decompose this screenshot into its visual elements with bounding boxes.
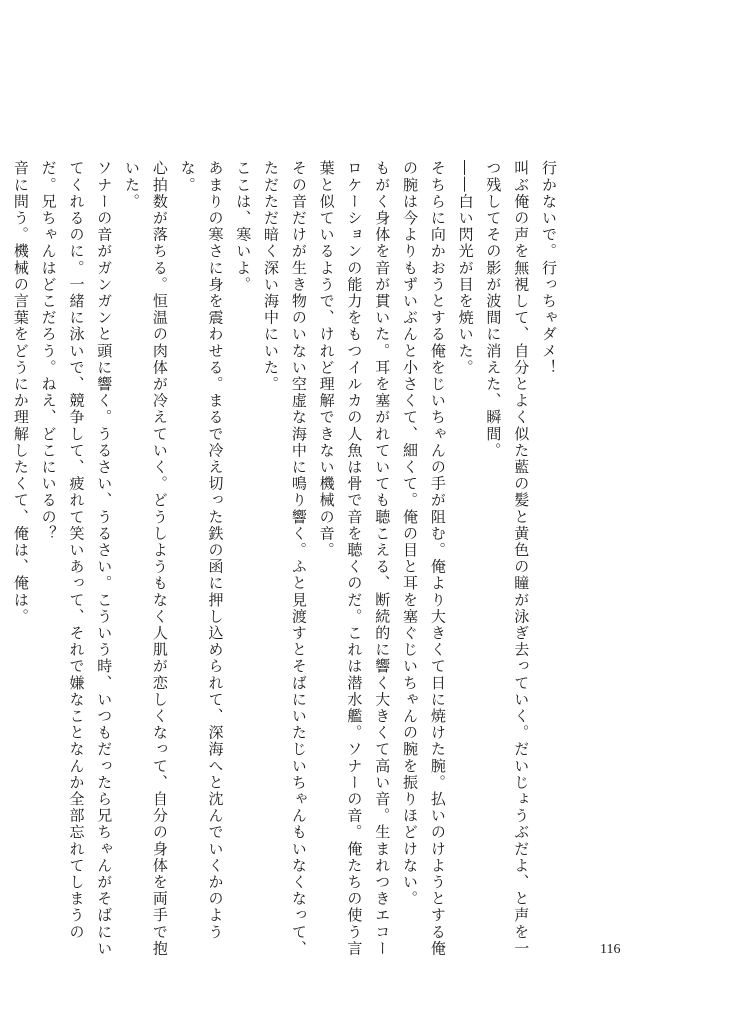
- paragraph: あまりの寒さに身を震わせる。まるで冷え切った鉄の函に押し込められて、深海へと沈んでいくかのような。: [178, 160, 225, 941]
- page-number: 116: [600, 942, 621, 957]
- paragraph: ソナーの音がガンガンと頭に響く。うるさい、うるさい。こういう時、いつもだったら兄ちゃんがそばにいてくれるのに。一緒に泳いで、競争して、疲れて笑いあって、それで嫌なことなんか全部忘れてしまうのだ。兄ちゃんはどこだろう。ねえ、どこにいるの？: [39, 160, 114, 957]
- paragraph: その音だけが生き物のいない空虚な海中に鳴り響く。ふと見渡すとそばにいたじいちゃんもいなくなって、ただただ暗く深い海中にいた。: [262, 160, 308, 957]
- paragraph: もがく身体を音が貫いた。耳を塞がれていても聴こえる、断続的に響く大きくて高い音。生まれつきエコーロケーションの能力をもつイルカの人魚は骨で音を聴くのだ。これは潜水艦。ソナーの音。俺たちの使う言葉と似ているようで、けれど理解できない機械の音。: [317, 160, 392, 957]
- paragraph: 心拍数が落ちる。恒温の肉体が冷えていく。どうしようもなく人肌が恋しくなって、自分の身体を両手で抱いた。: [123, 160, 169, 957]
- paragraph: 音に問う。機械の言葉をどうにか理解したくて、俺は、俺は。: [11, 160, 30, 625]
- paragraph: 叫ぶ俺の声を無視して、自分とよく似た藍の髪と黄色の瞳が泳ぎ去っていく。だいじょうぶだよ、と声を一つ残してその影が波間に消えた、瞬間。: [484, 160, 531, 957]
- paragraph: ここは、寒いよ。: [234, 160, 253, 293]
- paragraph: ――白い閃光が目を焼いた。: [456, 160, 475, 376]
- vertical-text-body: [6, 160, 562, 972]
- paragraph: そちらに向かおうとする俺をじいちゃんの手が阻む。俺より大きくて日に焼けた腕。払いのけようとする俺の腕は今よりもずいぶんと小さくて、細くて。俺の目と耳を塞ぐじいちゃんの腕を振りほどけない。: [401, 160, 447, 957]
- paragraph: 行かないで。行っちゃダメ！: [540, 160, 558, 376]
